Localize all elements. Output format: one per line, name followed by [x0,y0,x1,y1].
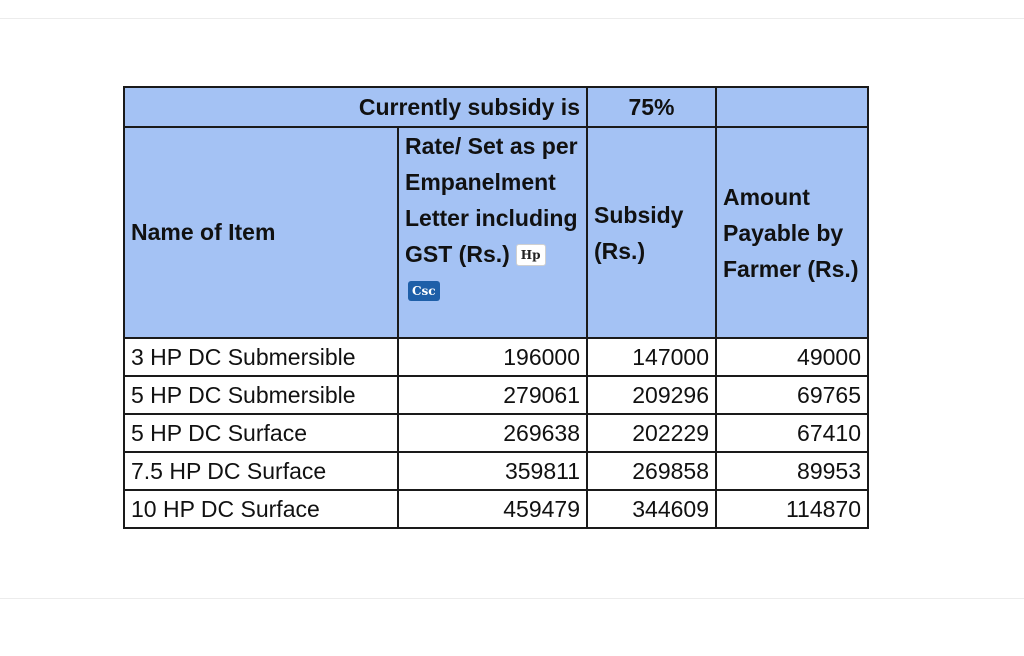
item-subsidy: 344609 [587,490,716,528]
item-payable: 114870 [716,490,868,528]
item-name: 7.5 HP DC Surface [124,452,398,490]
item-rate: 279061 [398,376,587,414]
header-rate-cell [398,127,587,338]
table-row [124,376,868,414]
header-name-of-item: Name of Item [124,127,398,338]
item-name: 5 HP DC Surface [124,414,398,452]
table-row [124,452,868,490]
item-rate: 269638 [398,414,587,452]
subsidy-label: Currently subsidy is [124,87,587,127]
item-name: 5 HP DC Submersible [124,376,398,414]
item-rate: 459479 [398,490,587,528]
item-name: 3 HP DC Submersible [124,338,398,376]
item-payable: 89953 [716,452,868,490]
table-row [124,414,868,452]
header-subsidy: Subsidy (Rs.) [587,127,716,338]
item-subsidy: 209296 [587,376,716,414]
subsidy-percentage: 75% [587,87,716,127]
header-amount-payable: Amount Payable by Farmer (Rs.) [716,127,868,338]
header-row [124,127,868,338]
item-rate: 359811 [398,452,587,490]
csc-watermark-badge: Csc [408,281,440,301]
item-subsidy: 202229 [587,414,716,452]
subsidy-rate-row [124,87,868,127]
top-divider [0,18,1024,19]
header-rate-text: Rate/ Set as per Empanelment Letter including GST (Rs.) [405,133,578,267]
empty-header-cell [716,87,868,127]
item-subsidy: 147000 [587,338,716,376]
item-payable: 67410 [716,414,868,452]
item-subsidy: 269858 [587,452,716,490]
item-rate: 196000 [398,338,587,376]
item-name: 10 HP DC Surface [124,490,398,528]
table-row [124,338,868,376]
subsidy-table [123,86,869,529]
item-payable: 69765 [716,376,868,414]
table-row [124,490,868,528]
hp-watermark-badge: Hp [516,244,546,266]
item-payable: 49000 [716,338,868,376]
bottom-divider [0,598,1024,599]
